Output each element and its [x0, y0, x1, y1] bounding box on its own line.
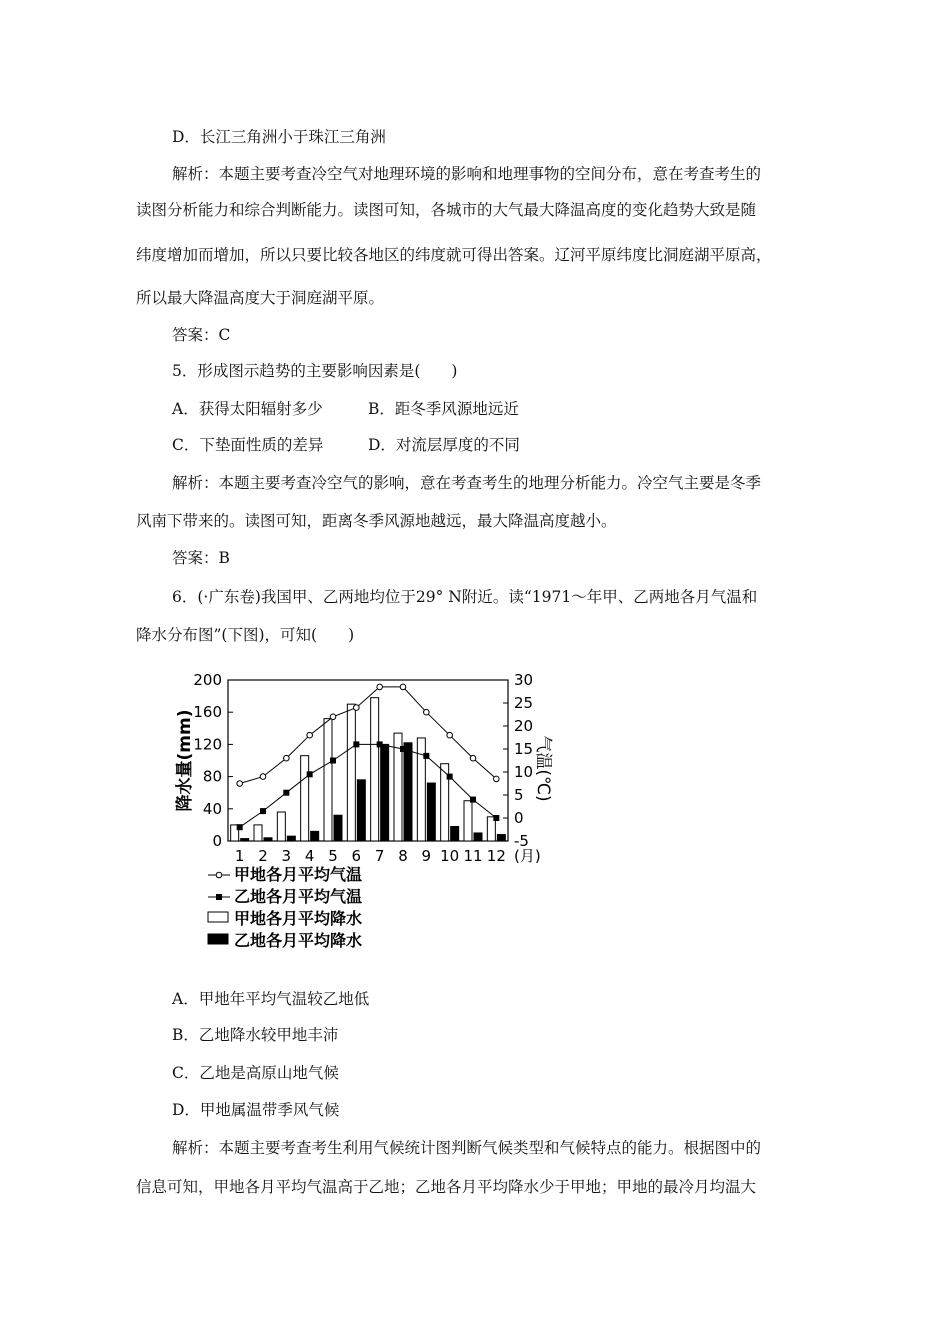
y-right-axis-title: 气温(℃)	[533, 735, 553, 802]
q6-stem-line: 6．(·广东卷)我国甲、乙两地均位于29° N附近。读“1971～年甲、乙两地各月气温和	[172, 588, 758, 606]
point-jia-temp	[377, 684, 383, 690]
q4-answer: 答案：C	[172, 326, 231, 344]
point-yi-temp	[307, 771, 313, 777]
x-tick-label: 8	[398, 847, 408, 865]
q6-option-b: B．乙地降水较甲地丰沛	[172, 1026, 339, 1044]
y-right-tick-label: 10	[514, 763, 534, 781]
bar-yi-precip	[404, 743, 412, 841]
point-jia-temp	[237, 781, 243, 787]
y-left-tick-label: 160	[193, 703, 222, 722]
point-jia-temp	[424, 709, 430, 715]
point-yi-temp	[260, 808, 266, 814]
q4-analysis-line: 解析：本题主要考查冷空气对地理环境的影响和地理事物的空间分布，意在考查考生的	[172, 165, 762, 183]
q4-analysis-line: 读图分析能力和综合判断能力。读图可知，各城市的大气最大降温高度的变化趋势大致是随	[136, 201, 757, 219]
legend-key-jia-precip	[208, 912, 228, 922]
bar-jia-precip	[277, 812, 285, 841]
bar-yi-precip	[451, 827, 459, 841]
q6-option-c: C．乙地是高原山地气候	[172, 1064, 339, 1082]
climate-chart	[170, 666, 570, 966]
point-jia-temp	[470, 755, 476, 761]
point-jia-temp	[260, 774, 266, 780]
point-yi-temp	[423, 753, 429, 759]
bar-yi-precip	[241, 839, 249, 841]
q5-option-d: D．对流层厚度的不同	[368, 436, 520, 454]
q5-analysis-line: 解析：本题主要考查冷空气的影响，意在考查考生的地理分析能力。冷空气主要是冬季	[172, 474, 762, 492]
x-tick-label: 7	[374, 847, 385, 865]
y-left-tick-label: 0	[212, 832, 222, 850]
point-yi-temp	[493, 815, 499, 821]
q5-option-a: A．获得太阳辐射多少	[172, 400, 323, 418]
bar-jia-precip	[254, 825, 262, 841]
point-jia-temp	[284, 755, 290, 761]
q4-option-d: D．长江三角洲小于珠江三角洲	[172, 128, 386, 146]
point-yi-temp	[330, 758, 336, 764]
point-yi-temp	[237, 824, 243, 830]
y-left-tick-label: 80	[202, 767, 222, 786]
q6-stem-line: 降水分布图”(下图)，可知( )	[136, 626, 355, 644]
point-yi-temp	[470, 797, 476, 803]
y-left-tick-label: 40	[202, 799, 222, 818]
bar-yi-precip	[497, 835, 505, 841]
bar-yi-precip	[427, 783, 435, 841]
q6-option-a: A．甲地年平均气温较乙地低	[172, 990, 370, 1008]
bar-jia-precip	[464, 801, 472, 841]
y-left-tick-label: 120	[193, 735, 222, 754]
legend-label: 甲地各月平均降水	[234, 909, 363, 928]
q4-analysis-line: 所以最大降温高度大于洞庭湖平原。	[136, 289, 385, 307]
bar-yi-precip	[334, 815, 342, 841]
point-yi-temp	[400, 746, 406, 752]
bar-jia-precip	[301, 756, 309, 841]
bar-jia-precip	[324, 719, 332, 841]
x-tick-label: 10	[440, 847, 460, 865]
bar-yi-precip	[474, 833, 482, 841]
x-tick-label: 11	[463, 847, 483, 865]
q5-answer: 答案：B	[172, 549, 230, 567]
x-tick-label: 12	[486, 847, 506, 865]
legend-label: 乙地各月平均气温	[234, 887, 363, 906]
x-tick-label: 9	[421, 847, 432, 865]
q5-analysis-line: 风南下带来的。读图可知，距离冬季风源地越远，最大降温高度越小。	[136, 512, 617, 530]
line-jia-temp	[240, 687, 497, 784]
y-right-tick-label: -5	[514, 832, 529, 850]
x-unit-label: (月)	[514, 847, 541, 865]
q6-option-d: D．甲地属温带季风气候	[172, 1101, 340, 1119]
point-yi-temp	[283, 790, 289, 796]
point-jia-temp	[400, 684, 406, 690]
q5-stem: 5．形成图示趋势的主要影响因素是( )	[172, 362, 458, 380]
y-right-tick-label: 5	[514, 786, 524, 804]
bar-jia-precip	[347, 704, 355, 841]
x-tick-label: 2	[258, 847, 268, 865]
legend-key-yi-temp-marker	[216, 894, 222, 900]
x-tick-label: 3	[281, 847, 292, 865]
point-jia-temp	[354, 705, 360, 711]
legend-label: 甲地各月平均气温	[234, 865, 363, 884]
q6-analysis-line: 信息可知，甲地各月平均气温高于乙地；乙地各月平均降水少于甲地；甲地的最冷月均温大	[136, 1178, 757, 1196]
legend-label: 乙地各月平均降水	[234, 931, 363, 950]
bar-jia-precip	[371, 698, 379, 841]
legend-key-jia-temp-marker	[216, 872, 222, 878]
y-right-tick-label: 20	[514, 717, 534, 735]
bar-yi-precip	[311, 831, 319, 841]
x-tick-label: 4	[304, 847, 315, 865]
point-yi-temp	[353, 741, 359, 747]
y-right-tick-label: 0	[514, 809, 524, 827]
point-jia-temp	[447, 732, 453, 738]
bar-yi-precip	[287, 836, 295, 841]
q4-analysis-line: 纬度增加而增加，所以只要比较各地区的纬度就可得出答案。辽河平原纬度比洞庭湖平原高，	[136, 246, 772, 264]
bar-yi-precip	[357, 780, 365, 841]
q6-analysis-line: 解析：本题主要考查考生利用气候统计图判断气候类型和气候特点的能力。根据图中的	[172, 1139, 762, 1157]
bar-yi-precip	[264, 838, 272, 841]
bar-yi-precip	[381, 744, 389, 841]
y-right-tick-label: 15	[514, 740, 534, 758]
y-right-tick-label: 25	[514, 694, 534, 712]
q5-option-c: C．下垫面性质的差异	[172, 436, 324, 454]
y-left-tick-label: 200	[193, 671, 222, 689]
point-yi-temp	[447, 774, 453, 780]
x-tick-label: 5	[328, 847, 338, 865]
point-jia-temp	[330, 714, 336, 720]
legend-key-yi-precip	[208, 934, 228, 944]
point-yi-temp	[377, 741, 383, 747]
q5-option-b: B．距冬季风源地远近	[368, 400, 519, 418]
point-jia-temp	[494, 776, 500, 782]
x-tick-label: 6	[351, 847, 362, 865]
y-right-tick-label: 30	[514, 671, 534, 689]
y-left-axis-title: 降水量(mm)	[175, 709, 195, 812]
point-jia-temp	[307, 732, 313, 738]
x-tick-label: 1	[234, 847, 245, 865]
